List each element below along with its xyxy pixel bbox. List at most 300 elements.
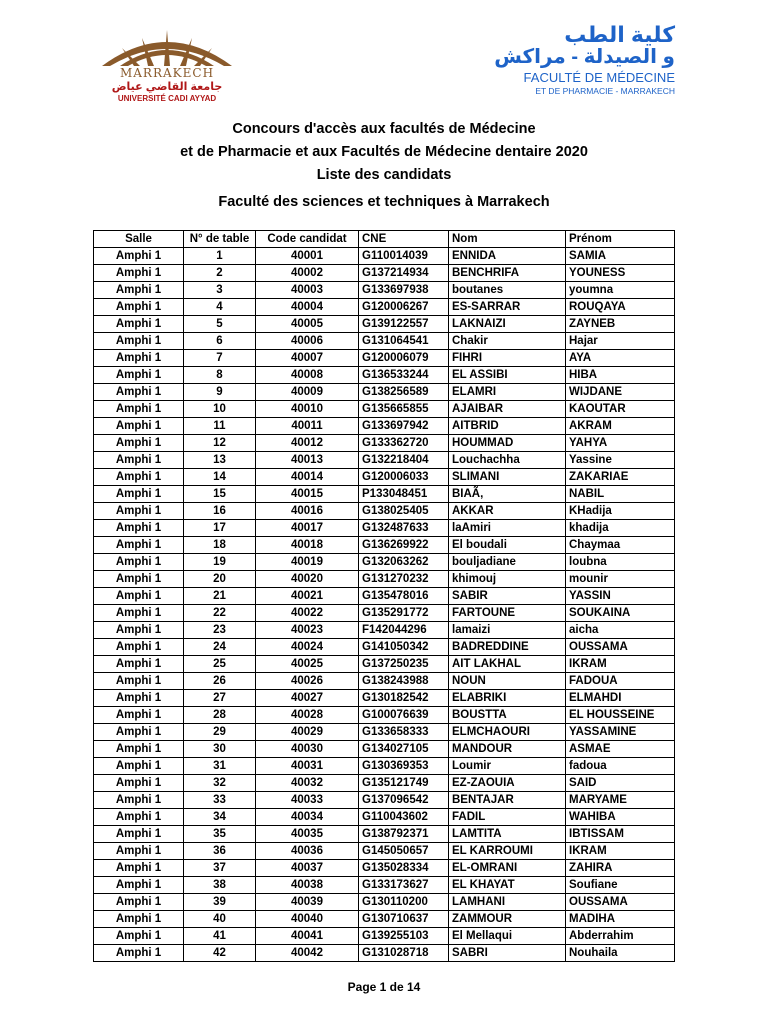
cell-nom: EL KHAYAT — [449, 877, 566, 894]
cell-nom: FIHRI — [449, 350, 566, 367]
cell-salle: Amphi 1 — [94, 707, 184, 724]
cell-code-candidat: 40041 — [256, 928, 359, 945]
cell-salle: Amphi 1 — [94, 656, 184, 673]
cell-prenom: FADOUA — [566, 673, 675, 690]
cell-code-candidat: 40022 — [256, 605, 359, 622]
cell-prenom: NABIL — [566, 486, 675, 503]
cell-code-candidat: 40021 — [256, 588, 359, 605]
cell-nom: SABRI — [449, 945, 566, 962]
faculty-arabic-line1: كلية الطب — [564, 22, 675, 47]
cell-prenom: Soufiane — [566, 877, 675, 894]
arch-emblem-icon — [92, 28, 242, 68]
cell-nom: EZ-ZAOUIA — [449, 775, 566, 792]
cell-prenom: YASSIN — [566, 588, 675, 605]
cell-table-number: 11 — [184, 418, 256, 435]
cell-nom: LAKNAIZI — [449, 316, 566, 333]
table-row — [94, 928, 675, 945]
cell-nom: ELMCHAOURI — [449, 724, 566, 741]
cell-code-candidat: 40026 — [256, 673, 359, 690]
cell-table-number: 30 — [184, 741, 256, 758]
table-row — [94, 775, 675, 792]
cell-cne: G137214934 — [359, 265, 449, 282]
cell-code-candidat: 40011 — [256, 418, 359, 435]
cell-code-candidat: 40005 — [256, 316, 359, 333]
cell-prenom: YASSAMINE — [566, 724, 675, 741]
table-row — [94, 350, 675, 367]
cell-prenom: ROUQAYA — [566, 299, 675, 316]
cell-salle: Amphi 1 — [94, 809, 184, 826]
cell-table-number: 40 — [184, 911, 256, 928]
table-row — [94, 248, 675, 265]
header-prenom: Prénom — [566, 231, 675, 248]
logo-university: UNIVERSITÉ CADI AYYAD — [117, 94, 217, 103]
cell-nom: laAmiri — [449, 520, 566, 537]
cell-code-candidat: 40013 — [256, 452, 359, 469]
cell-cne: P133048451 — [359, 486, 449, 503]
cell-nom: ENNIDA — [449, 248, 566, 265]
faculty-french-line2: ET DE PHARMACIE - MARRAKECH — [535, 86, 675, 96]
cell-code-candidat: 40039 — [256, 894, 359, 911]
cell-nom: Chakir — [449, 333, 566, 350]
cell-cne: G100076639 — [359, 707, 449, 724]
cell-salle: Amphi 1 — [94, 741, 184, 758]
cell-prenom: YAHYA — [566, 435, 675, 452]
cell-code-candidat: 40030 — [256, 741, 359, 758]
cell-nom: NOUN — [449, 673, 566, 690]
cell-nom: Loumir — [449, 758, 566, 775]
cell-salle: Amphi 1 — [94, 333, 184, 350]
cell-table-number: 29 — [184, 724, 256, 741]
cell-prenom: WAHIBA — [566, 809, 675, 826]
cell-salle: Amphi 1 — [94, 826, 184, 843]
cell-nom: lamaizi — [449, 622, 566, 639]
cell-prenom: loubna — [566, 554, 675, 571]
table-row — [94, 554, 675, 571]
cell-prenom: SOUKAINA — [566, 605, 675, 622]
cell-code-candidat: 40018 — [256, 537, 359, 554]
table-row — [94, 911, 675, 928]
cell-salle: Amphi 1 — [94, 792, 184, 809]
cell-table-number: 36 — [184, 843, 256, 860]
cell-salle: Amphi 1 — [94, 605, 184, 622]
header-cne: CNE — [359, 231, 449, 248]
cell-nom: BADREDDINE — [449, 639, 566, 656]
cell-salle: Amphi 1 — [94, 673, 184, 690]
cell-prenom: aicha — [566, 622, 675, 639]
cell-salle: Amphi 1 — [94, 537, 184, 554]
cell-nom: El boudali — [449, 537, 566, 554]
cell-code-candidat: 40020 — [256, 571, 359, 588]
cell-nom: AITBRID — [449, 418, 566, 435]
cell-salle: Amphi 1 — [94, 248, 184, 265]
table-row — [94, 469, 675, 486]
cell-cne: G132218404 — [359, 452, 449, 469]
cell-salle: Amphi 1 — [94, 265, 184, 282]
cell-code-candidat: 40004 — [256, 299, 359, 316]
cell-table-number: 7 — [184, 350, 256, 367]
table-row — [94, 945, 675, 962]
table-row — [94, 605, 675, 622]
cell-cne: G120006079 — [359, 350, 449, 367]
cell-code-candidat: 40007 — [256, 350, 359, 367]
cell-prenom: WIJDANE — [566, 384, 675, 401]
cell-cne: G120006267 — [359, 299, 449, 316]
table-row — [94, 741, 675, 758]
cell-cne: G139122557 — [359, 316, 449, 333]
faculty-french-line1: FACULTÉ DE MÉDECINE — [523, 70, 675, 85]
cell-cne: G130182542 — [359, 690, 449, 707]
cell-table-number: 32 — [184, 775, 256, 792]
cell-salle: Amphi 1 — [94, 554, 184, 571]
cell-salle: Amphi 1 — [94, 401, 184, 418]
cell-nom: FARTOUNE — [449, 605, 566, 622]
cell-code-candidat: 40024 — [256, 639, 359, 656]
cell-nom: BENCHRIFA — [449, 265, 566, 282]
table-row — [94, 690, 675, 707]
title-line-3: Liste des candidats — [316, 167, 452, 183]
cell-table-number: 6 — [184, 333, 256, 350]
cell-table-number: 14 — [184, 469, 256, 486]
cell-code-candidat: 40029 — [256, 724, 359, 741]
cell-salle: Amphi 1 — [94, 486, 184, 503]
cell-code-candidat: 40015 — [256, 486, 359, 503]
cell-salle: Amphi 1 — [94, 758, 184, 775]
cell-nom: SLIMANI — [449, 469, 566, 486]
cell-nom: ES-SARRAR — [449, 299, 566, 316]
header-code-candidat: Code candidat — [256, 231, 359, 248]
cell-prenom: Nouhaila — [566, 945, 675, 962]
table-row — [94, 435, 675, 452]
cell-nom: BIAÃ, — [449, 486, 566, 503]
cell-cne: G135291772 — [359, 605, 449, 622]
candidates-table — [93, 230, 675, 962]
table-row — [94, 520, 675, 537]
cell-salle: Amphi 1 — [94, 452, 184, 469]
cell-nom: El Mellaqui — [449, 928, 566, 945]
page-number: Page 1 de 14 — [347, 980, 421, 994]
cell-cne: G131270232 — [359, 571, 449, 588]
cell-prenom: ZAYNEB — [566, 316, 675, 333]
cell-code-candidat: 40031 — [256, 758, 359, 775]
table-row — [94, 809, 675, 826]
cell-salle: Amphi 1 — [94, 384, 184, 401]
title-line-4: Faculté des sciences et techniques à Marrakech — [218, 194, 550, 210]
cell-cne: G133697938 — [359, 282, 449, 299]
cell-nom: LAMTITA — [449, 826, 566, 843]
cell-cne: G135478016 — [359, 588, 449, 605]
cell-code-candidat: 40012 — [256, 435, 359, 452]
cell-nom: AKKAR — [449, 503, 566, 520]
cell-prenom: Chaymaa — [566, 537, 675, 554]
cell-table-number: 34 — [184, 809, 256, 826]
table-row — [94, 673, 675, 690]
cell-table-number: 26 — [184, 673, 256, 690]
title-line-2: et de Pharmacie et aux Facultés de Médecine dentaire 2020 — [180, 144, 588, 160]
cell-salle: Amphi 1 — [94, 418, 184, 435]
cell-cne: G131028718 — [359, 945, 449, 962]
table-row — [94, 792, 675, 809]
table-row — [94, 707, 675, 724]
cell-cne: G130710637 — [359, 911, 449, 928]
cell-prenom: MADIHA — [566, 911, 675, 928]
cell-code-candidat: 40035 — [256, 826, 359, 843]
cell-table-number: 37 — [184, 860, 256, 877]
table-row — [94, 571, 675, 588]
cell-salle: Amphi 1 — [94, 843, 184, 860]
cell-nom: Louchachha — [449, 452, 566, 469]
cell-table-number: 1 — [184, 248, 256, 265]
cell-prenom: KAOUTAR — [566, 401, 675, 418]
cell-code-candidat: 40019 — [256, 554, 359, 571]
cell-code-candidat: 40014 — [256, 469, 359, 486]
cell-prenom: SAID — [566, 775, 675, 792]
cell-prenom: mounir — [566, 571, 675, 588]
faculty-logo — [445, 24, 675, 104]
table-row — [94, 418, 675, 435]
table-row — [94, 367, 675, 384]
table-body — [94, 248, 675, 962]
cell-table-number: 35 — [184, 826, 256, 843]
cell-cne: G133362720 — [359, 435, 449, 452]
cell-prenom: IKRAM — [566, 656, 675, 673]
table-row — [94, 843, 675, 860]
table-row — [94, 265, 675, 282]
cell-salle: Amphi 1 — [94, 622, 184, 639]
cell-cne: G145050657 — [359, 843, 449, 860]
table-row — [94, 333, 675, 350]
cell-prenom: ZAKARIAE — [566, 469, 675, 486]
cell-prenom: ZAHIRA — [566, 860, 675, 877]
cell-cne: G130110200 — [359, 894, 449, 911]
cell-table-number: 38 — [184, 877, 256, 894]
table-row — [94, 316, 675, 333]
cell-prenom: fadoua — [566, 758, 675, 775]
cell-table-number: 42 — [184, 945, 256, 962]
cell-salle: Amphi 1 — [94, 367, 184, 384]
cell-table-number: 18 — [184, 537, 256, 554]
cell-nom: HOUMMAD — [449, 435, 566, 452]
cell-prenom: ELMAHDI — [566, 690, 675, 707]
cell-nom: EL ASSIBI — [449, 367, 566, 384]
cell-table-number: 2 — [184, 265, 256, 282]
cell-prenom: Hajar — [566, 333, 675, 350]
table-row — [94, 503, 675, 520]
cell-cne: G137096542 — [359, 792, 449, 809]
cell-code-candidat: 40016 — [256, 503, 359, 520]
cell-salle: Amphi 1 — [94, 503, 184, 520]
cell-cne: G133658333 — [359, 724, 449, 741]
cell-cne: G141050342 — [359, 639, 449, 656]
cell-table-number: 9 — [184, 384, 256, 401]
cell-table-number: 12 — [184, 435, 256, 452]
cell-nom: ELABRIKI — [449, 690, 566, 707]
table-row — [94, 486, 675, 503]
cell-salle: Amphi 1 — [94, 894, 184, 911]
cell-table-number: 19 — [184, 554, 256, 571]
cell-salle: Amphi 1 — [94, 945, 184, 962]
cell-prenom: AYA — [566, 350, 675, 367]
cell-salle: Amphi 1 — [94, 299, 184, 316]
cell-salle: Amphi 1 — [94, 520, 184, 537]
cell-nom: khimouj — [449, 571, 566, 588]
table-row — [94, 758, 675, 775]
cell-cne: G110014039 — [359, 248, 449, 265]
cell-table-number: 33 — [184, 792, 256, 809]
cell-table-number: 27 — [184, 690, 256, 707]
cell-code-candidat: 40027 — [256, 690, 359, 707]
cell-cne: G133173627 — [359, 877, 449, 894]
cell-code-candidat: 40038 — [256, 877, 359, 894]
faculty-arabic-line2: و الصيدلة - مراكش — [494, 46, 675, 68]
table-row — [94, 877, 675, 894]
cell-table-number: 5 — [184, 316, 256, 333]
cell-code-candidat: 40040 — [256, 911, 359, 928]
cell-table-number: 17 — [184, 520, 256, 537]
cell-prenom: OUSSAMA — [566, 639, 675, 656]
cell-code-candidat: 40025 — [256, 656, 359, 673]
cell-code-candidat: 40042 — [256, 945, 359, 962]
cell-salle: Amphi 1 — [94, 571, 184, 588]
cell-prenom: OUSSAMA — [566, 894, 675, 911]
cell-cne: G132063262 — [359, 554, 449, 571]
cell-table-number: 20 — [184, 571, 256, 588]
cell-cne: G132487633 — [359, 520, 449, 537]
table-row — [94, 860, 675, 877]
table-row — [94, 656, 675, 673]
cell-nom: FADIL — [449, 809, 566, 826]
cell-salle: Amphi 1 — [94, 639, 184, 656]
table-row — [94, 537, 675, 554]
table-row — [94, 384, 675, 401]
cell-salle: Amphi 1 — [94, 282, 184, 299]
table-row — [94, 401, 675, 418]
cell-code-candidat: 40001 — [256, 248, 359, 265]
cell-table-number: 8 — [184, 367, 256, 384]
cell-salle: Amphi 1 — [94, 588, 184, 605]
cell-nom: MANDOUR — [449, 741, 566, 758]
cell-cne: G133697942 — [359, 418, 449, 435]
cell-cne: G134027105 — [359, 741, 449, 758]
table-row — [94, 724, 675, 741]
cell-code-candidat: 40037 — [256, 860, 359, 877]
cell-prenom: YOUNESS — [566, 265, 675, 282]
cell-nom: ZAMMOUR — [449, 911, 566, 928]
cell-code-candidat: 40036 — [256, 843, 359, 860]
logo-arabic-name: جامعة القاضي عياض — [111, 81, 223, 93]
cell-table-number: 25 — [184, 656, 256, 673]
cell-prenom: IKRAM — [566, 843, 675, 860]
cell-cne: G110043602 — [359, 809, 449, 826]
header-nom: Nom — [449, 231, 566, 248]
cell-salle: Amphi 1 — [94, 877, 184, 894]
cell-table-number: 28 — [184, 707, 256, 724]
cell-table-number: 23 — [184, 622, 256, 639]
cell-cne: G130369353 — [359, 758, 449, 775]
cell-nom: BOUSTTA — [449, 707, 566, 724]
cell-table-number: 13 — [184, 452, 256, 469]
cell-cne: G120006033 — [359, 469, 449, 486]
cell-nom: BENTAJAR — [449, 792, 566, 809]
cell-nom: boutanes — [449, 282, 566, 299]
cell-salle: Amphi 1 — [94, 316, 184, 333]
cell-cne: G137250235 — [359, 656, 449, 673]
cell-code-candidat: 40009 — [256, 384, 359, 401]
cell-salle: Amphi 1 — [94, 775, 184, 792]
table-row — [94, 639, 675, 656]
cell-salle: Amphi 1 — [94, 690, 184, 707]
cell-salle: Amphi 1 — [94, 724, 184, 741]
cell-nom: AIT LAKHAL — [449, 656, 566, 673]
table-header-row — [94, 231, 675, 248]
table-row — [94, 452, 675, 469]
cell-table-number: 39 — [184, 894, 256, 911]
header-table-number: N° de table — [184, 231, 256, 248]
cell-cne: G136533244 — [359, 367, 449, 384]
cell-table-number: 21 — [184, 588, 256, 605]
cell-salle: Amphi 1 — [94, 911, 184, 928]
cell-code-candidat: 40010 — [256, 401, 359, 418]
cell-table-number: 22 — [184, 605, 256, 622]
table-row — [94, 282, 675, 299]
table-row — [94, 299, 675, 316]
cell-code-candidat: 40023 — [256, 622, 359, 639]
cell-prenom: Abderrahim — [566, 928, 675, 945]
cell-nom: ELAMRI — [449, 384, 566, 401]
cell-table-number: 24 — [184, 639, 256, 656]
cell-table-number: 41 — [184, 928, 256, 945]
cell-prenom: HIBA — [566, 367, 675, 384]
cell-nom: EL KARROUMI — [449, 843, 566, 860]
cell-table-number: 3 — [184, 282, 256, 299]
cell-nom: AJAIBAR — [449, 401, 566, 418]
cell-code-candidat: 40032 — [256, 775, 359, 792]
cell-table-number: 15 — [184, 486, 256, 503]
cell-cne: G136269922 — [359, 537, 449, 554]
cell-prenom: Yassine — [566, 452, 675, 469]
cell-nom: bouljadiane — [449, 554, 566, 571]
header-salle: Salle — [94, 231, 184, 248]
cell-prenom: youmna — [566, 282, 675, 299]
table-row — [94, 588, 675, 605]
cell-table-number: 10 — [184, 401, 256, 418]
cell-code-candidat: 40034 — [256, 809, 359, 826]
cell-cne: G138792371 — [359, 826, 449, 843]
cell-salle: Amphi 1 — [94, 860, 184, 877]
cell-nom: LAMHANI — [449, 894, 566, 911]
cell-prenom: AKRAM — [566, 418, 675, 435]
cell-prenom: EL HOUSSEINE — [566, 707, 675, 724]
cell-table-number: 31 — [184, 758, 256, 775]
cell-cne: G138025405 — [359, 503, 449, 520]
cell-code-candidat: 40008 — [256, 367, 359, 384]
cell-salle: Amphi 1 — [94, 928, 184, 945]
cell-cne: G135028334 — [359, 860, 449, 877]
cell-code-candidat: 40017 — [256, 520, 359, 537]
table-row — [94, 894, 675, 911]
title-line-1: Concours d'accès aux facultés de Médecine — [232, 121, 536, 137]
cell-salle: Amphi 1 — [94, 469, 184, 486]
cell-nom: EL-OMRANI — [449, 860, 566, 877]
cell-code-candidat: 40002 — [256, 265, 359, 282]
cell-code-candidat: 40003 — [256, 282, 359, 299]
cell-table-number: 16 — [184, 503, 256, 520]
cell-salle: Amphi 1 — [94, 435, 184, 452]
cell-cne: G139255103 — [359, 928, 449, 945]
cell-nom: SABIR — [449, 588, 566, 605]
cell-salle: Amphi 1 — [94, 350, 184, 367]
cell-prenom: MARYAME — [566, 792, 675, 809]
table-row — [94, 622, 675, 639]
